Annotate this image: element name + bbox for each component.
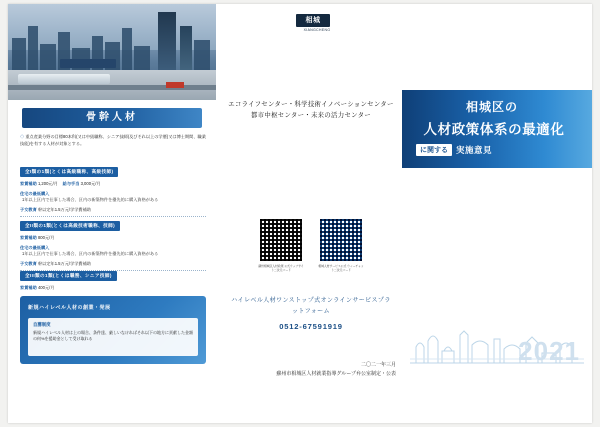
- intro-text: ◇ 重点産業分野の目標80本科(又は中級職称、シニア技師)及びそれ以上の学歴(又は博士期間、職業技能)を有する人材が対象とする。: [20, 134, 206, 146]
- qr-code-black-icon[interactable]: [259, 218, 303, 262]
- photo-building: [194, 40, 210, 72]
- photo-building: [12, 38, 26, 72]
- benefit-value: 幹以定年1.5万元/学学費補助: [37, 260, 91, 266]
- tier-2-title: 全II類の1類(とくは高級技術職称、技師): [20, 221, 120, 231]
- cover-panel: [402, 4, 592, 423]
- qr-caption-2: 相城人材サービス公式 ウィーチャット二次元コード: [318, 264, 364, 273]
- tier-block-1: [20, 160, 206, 217]
- qr-item-1: [258, 218, 304, 272]
- tier-3-title: 全III類の1類(とくは職務、シニア技師): [20, 271, 117, 281]
- cover-subtitle-chip: に関する: [416, 144, 452, 156]
- photo-building: [40, 44, 56, 72]
- contact-phone[interactable]: 0512-67591919: [279, 321, 343, 331]
- middle-column: [216, 4, 402, 423]
- benefit-key: 家賃補助: [20, 181, 37, 186]
- benefit-value: 幹以定年1.5万元/学学費補助: [37, 206, 91, 212]
- photo-red-roof: [166, 82, 184, 88]
- benefit-value: 400元/月: [37, 285, 55, 290]
- benefit-key: 家賃補助: [20, 235, 37, 240]
- xiangcheng-logo: [296, 14, 338, 34]
- photo-road: [8, 85, 216, 90]
- tier-2-row-1: [20, 235, 206, 242]
- benefit-key: 子女教育: [20, 206, 37, 212]
- cover-subtitle-rest: 実施意見: [456, 145, 493, 155]
- tier-1-title: 全I類の1類(とくは高級職称、高級技師): [20, 167, 118, 177]
- intro-paragraph: [20, 134, 206, 148]
- benefit-key: 家賃補助: [20, 285, 37, 290]
- section-header-label: 骨幹人材: [86, 112, 138, 123]
- cover-subtitle: [416, 144, 492, 156]
- qr-code-blue-icon[interactable]: [319, 218, 363, 262]
- benefit-key: 住宅の最低購入: [20, 244, 50, 250]
- publication-date: 二〇二一年三月: [360, 362, 396, 368]
- benefit-value: 1,200元/月: [37, 181, 58, 186]
- left-content-panel: [8, 100, 216, 423]
- tier-2-row-2: [20, 245, 206, 258]
- tier-1-row-3: [20, 207, 206, 214]
- tier-block-3: [20, 264, 206, 292]
- tier-3-row-1: [20, 285, 206, 292]
- city-skyline-photo: [8, 4, 216, 100]
- qr-caption-1: 蘇州相城区人材政策 公式ウェブサイト二次元コード: [258, 264, 304, 273]
- photo-tower-secondary: [180, 26, 192, 74]
- highlight-inner: [28, 318, 198, 356]
- cover-title-line-2: 人材政策体系の最適化: [423, 122, 565, 137]
- highlight-text: 新規ハイレベル人材は上の場合、条件達、厳しいなければそれ以下の地方に貢献した金額の何%を援助金として受け取れる: [33, 330, 193, 342]
- logo-mark: 相城: [296, 14, 330, 27]
- benefit-key: 子女教育: [20, 260, 37, 266]
- publication-info: [276, 361, 396, 379]
- photo-building: [134, 46, 150, 72]
- tagline-block: [222, 100, 400, 122]
- photo-building: [28, 26, 38, 72]
- benefit-value: 800元/月: [37, 235, 55, 240]
- qr-code-group: [256, 218, 366, 272]
- benefit-key-2: 給与手当: [62, 181, 80, 186]
- section-header-banner: [22, 108, 202, 128]
- highlight-box: [20, 296, 206, 364]
- logo-subtext: XIANGCHENG: [303, 28, 331, 32]
- photo-tower: [158, 12, 176, 74]
- cover-title-band: [402, 90, 592, 168]
- cover-title-line-1: 相城区の: [465, 100, 518, 114]
- tagline-line-2: 都市中枢センター・未来の活力センター: [251, 111, 371, 119]
- tier-1-row-1: [20, 181, 206, 188]
- photo-building: [122, 28, 132, 72]
- contact-label: ハイレベル人材ワンストップ式オンラインサービスプラットフォーム: [231, 298, 391, 315]
- cover-year: 2021: [518, 336, 580, 366]
- tier-1-row-2: [20, 191, 206, 204]
- contact-block: [230, 296, 392, 333]
- publication-issuer: 蘇州市相城区人材就業指導グループ弁公室制定・公表: [276, 371, 396, 377]
- benefit-value: 1年以上区内で仕事した場合、区内の新築物件を優先的に購入資格がある: [22, 197, 159, 202]
- highlight-subtitle: 自薦制度: [33, 322, 51, 327]
- brochure-sheet: [8, 4, 592, 423]
- qr-item-2: [318, 218, 364, 272]
- tagline-line-1: エコライフセンター・科学技術イノベーションセンター: [228, 101, 394, 108]
- benefit-key: 住宅の最低購入: [20, 190, 50, 196]
- tier-block-2: [20, 214, 206, 271]
- highlight-title: 新規ハイレベル人材の創業・発展: [28, 305, 111, 311]
- benefit-value: 1年以上区内で仕事した場合、区内の新築物件を優先的に購入資格がある: [22, 251, 159, 256]
- photo-train: [18, 74, 110, 84]
- benefit-value-2: 3,000元/月: [80, 181, 101, 186]
- photo-station-sign: [60, 59, 116, 68]
